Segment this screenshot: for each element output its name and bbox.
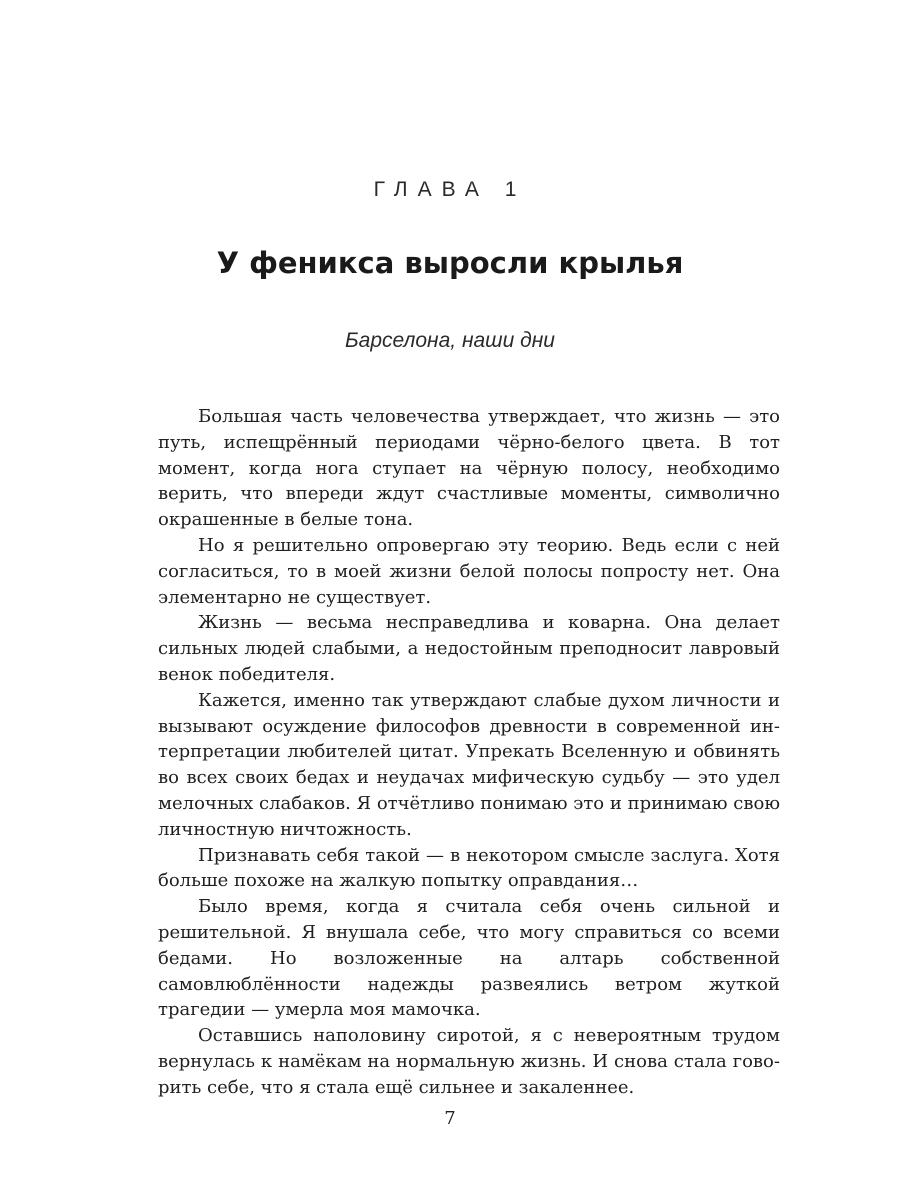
chapter-subtitle: Барселона, наши дни	[345, 329, 555, 352]
page-number: 7	[444, 1108, 456, 1129]
paragraph: Признавать себя такой — в некотором смысле заслуга. Хотя больше похоже на жалкую попытку оправдания…	[158, 844, 780, 892]
paragraph: Жизнь — весьма несправедлива и коварна. Она делает сильных людей слабыми, а недостойным преподносит лавровый венок победителя.	[158, 612, 780, 685]
chapter-title: У феникса выросли крылья	[216, 246, 684, 280]
paragraph: Кажется, именно так утверждают слабые духом личности и вызывают осуждение философов древности в современной интерпретации любителей цитат. Упрекать Вселенную и обвинять во всех своих бедах и неудачах мифическую судьбу — это удел мелочных слабаков. Я отчётливо понимаю это и принимаю свою личностную ничтожность.	[158, 689, 780, 840]
paragraph: Было время, когда я считала себя очень сильной и решительной. Я внушала себе, что могу справиться со всеми бедами. Но возложенные на алтарь собственной самовлюблённости надежды развеялись ветром жуткой трагедии — умерла моя мамочка.	[158, 896, 780, 1021]
chapter-label: ГЛАВА 1	[373, 178, 527, 201]
paragraph: Большая часть человечества утверждает, что жизнь — это путь, испещрённый периодами чёрно-белого цвета. В тот момент, когда нога ступает на чёрную полосу, необходимо верить, что впереди ждут счастливые моменты, символично окрашенные в белые тона.	[158, 406, 780, 531]
body-text	[158, 404, 780, 1101]
paragraph: Оставшись наполовину сиротой, я с невероятным трудом вернулась к намёкам на нормальную жизнь. И снова стала говорить себе, что я стала ещё сильнее и закаленнее.	[158, 1025, 780, 1098]
paragraph: Но я решительно опровергаю эту теорию. Ведь если с ней согласиться, то в моей жизни белой полосы попросту нет. Она элементарно не существует.	[158, 534, 780, 608]
